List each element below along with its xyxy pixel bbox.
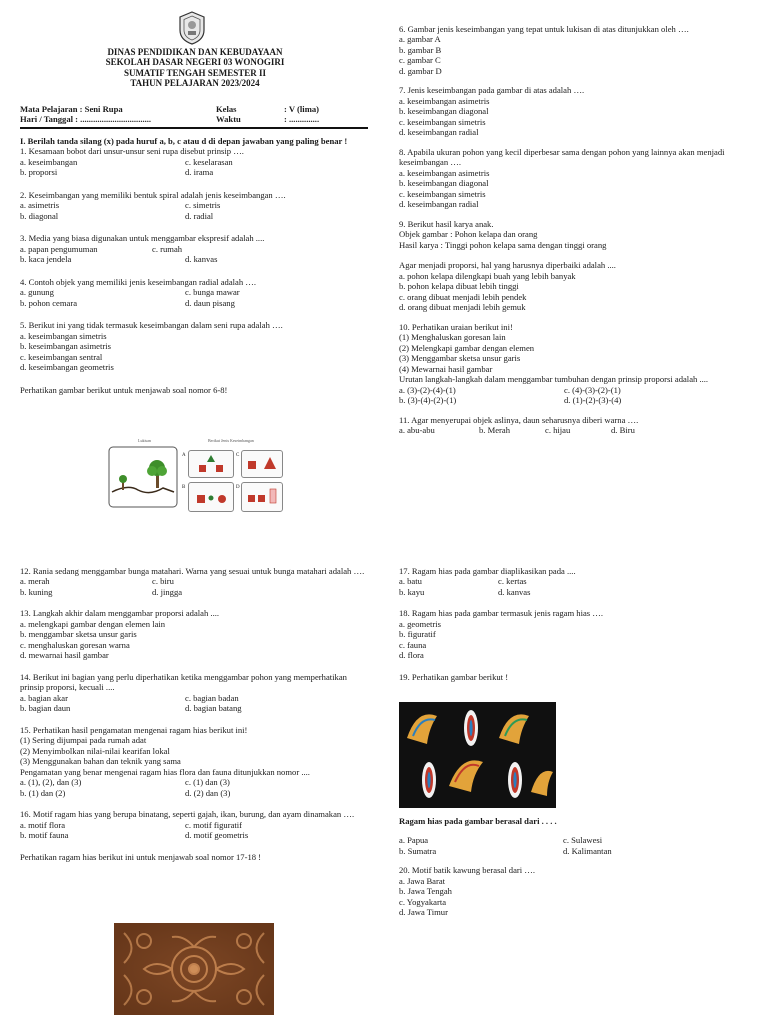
option-label-c: C (236, 453, 240, 458)
class-value: : V (lima) (284, 104, 320, 114)
balance-option-c (241, 450, 283, 478)
balance-option-d (241, 482, 283, 512)
time-label: Waktu (216, 114, 241, 125)
balance-figure (108, 436, 283, 516)
painting-two-trees (108, 446, 178, 508)
header-line3: SUMATIF TENGAH SEMESTER II (123, 67, 267, 78)
day-label: Hari / Tanggal (20, 114, 74, 125)
question-13: 13. Langkah akhir dalam menggambar proporsi adalah .... a. melengkapi gambar dengan elemen lain b. menggambar sketsa unsur garis c. menghaluskan goresan warna d. mewarnai hasil gambar (20, 608, 220, 661)
question-15: 15. Perhatikan hasil pengamatan mengenai ragam hias berikut ini! (1) Sering dijumpai pada rumah adat (2) Menyimbolkan nilai-nilai kearifan lokal (3) Menggunakan bahan dan teknik yang sama Pengamatan yang benar mengenai ragam hias flora dan fauna ditunjukkan nomor .... a. (1), (2), dan (3) c. (1) dan (3) b. (1) dan (2) d. (2) dan (3) (20, 724, 310, 798)
question-3: 3. Media yang biasa digunakan untuk menggambar ekspresif adalah .... a. papan pengumuman c. rumah b. kaca jendela d. kanvas (20, 233, 265, 265)
question-19-title: 19. Perhatikan gambar berikut ! (399, 671, 509, 682)
figure-right-title: Berikut Jenis Keseimbangan (208, 438, 254, 443)
question-20: 20. Motif batik kawung berasal dari …. a. Jawa Barat b. Jawa Tengah c. Yogyakarta d. Jawa Timur (399, 865, 536, 918)
question-4: 4. Contoh objek yang memiliki jenis keseimbangan radial adalah …. a. gunung c. bunga mawar b. pohon cemara d. daun pisang (20, 276, 257, 308)
question-1: 1. Kesamaan bobot dari unsur-unsur seni rupa disebut prinsip …. a. keseimbangan c. keselarasan b. proporsi d. irama (20, 146, 244, 178)
header-line1: DINAS PENDIDIKAN DAN KEBUDAYAAN (107, 47, 283, 57)
question-6: 6. Gambar jenis keseimbangan yang tepat untuk lukisan di atas ditunjukkan oleh …. a. gambar A b. gambar B c. gambar C d. gambar D (399, 24, 689, 76)
question-7: 7. Jenis keseimbangan pada gambar di atas adalah …. a. keseimbangan asimetris b. keseimbangan diagonal c. keseimbangan simetris d. keseimbangan radial (399, 85, 585, 138)
question-14: 14. Berikut ini bagian yang perlu diperhatikan ketika menggambar pohon yang memperhatikan prinsip proporsi, kecuali .... a. bagian akar c. bagian badan b. bagian daun d. bagian batang (20, 671, 347, 714)
info-block (20, 104, 368, 129)
question-16: 16. Motif ragam hias yang berupa binatang, seperti gajah, ikan, burung, dan ayam dinamakan …. a. motif flora c. motif figuratif b. motif fauna d. motif geometris (20, 809, 355, 841)
question-5: 5. Berikut ini yang tidak termasuk keseimbangan dalam seni rupa adalah …. a. keseimbangan simetris b. keseimbangan asimetris c. keseimbangan sentral d. keseimbangan geometris (20, 320, 283, 373)
header-line4: TAHUN PELAJARAN 2023/2024 (130, 78, 260, 89)
question-17: 17. Ragam hias pada gambar diaplikasikan pada .... a. batu c. kertas b. kayu d. kanvas (399, 566, 576, 597)
option-label-a: A (182, 453, 186, 458)
header-line2: SEKOLAH DASAR NEGERI 03 WONOGIRI (105, 57, 285, 68)
question-12: 12. Rania sedang menggambar bunga matahari. Warna yang sesuai untuk bunga matahari adalah …. a. merah c. biru b. kuning d. jingga (20, 566, 365, 597)
option-label-b: B (182, 485, 186, 490)
question-9: 9. Berikut hasil karya anak. Objek gambar : Pohon kelapa dan orang Hasil karya : Tinggi pohon kelapa sama dengan tinggi orang Agar menjadi proporsi, hal yang harusnya diperbaiki adalah .... a. pohon kelapa dilengkapi buah yang lebih banyak b. pohon kelapa dibuat lebih tinggi c. orang dibuat menjadi lebih pendek d. orang dibuat menjadi lebih gemuk (399, 218, 616, 313)
ornament-image (399, 702, 556, 808)
header-divider (20, 127, 368, 129)
instruction: I. Berilah tanda silang (x) pada huruf a, b, c atau d di depan jawaban yang paling benar ! (20, 136, 348, 146)
question-18: 18. Ragam hias pada gambar termasuk jenis ragam hias …. a. geometris b. figuratif c. fauna d. flora (399, 608, 604, 661)
figure-left-title: Lukisan (138, 438, 151, 443)
balance-option-a (188, 450, 234, 478)
school-emblem-icon (174, 10, 210, 46)
question-19-ask: Ragam hias pada gambar berasal dari . . . . (399, 816, 557, 826)
day-value: : ................................. (75, 114, 152, 125)
question-19-options: a. Papua c. Sulawesi b. Sumatra d. Kalimantan (399, 835, 612, 856)
class-label: Kelas (216, 104, 237, 114)
note-6-8: Perhatikan gambar berikut untuk menjawab soal nomor 6-8! (20, 384, 228, 395)
subject-label: Mata Pelajaran : Seni Rupa (20, 104, 123, 114)
time-value: : .............. (284, 114, 320, 125)
note-17-18: Perhatikan ragam hias berikut ini untuk menjawab soal nomor 17-18 ! (20, 851, 262, 862)
question-11: 11. Agar menyerupai objek aslinya, daun seharusnya diberi warna …. a. abu-abu b. Merah c. hijau d. Biru (399, 414, 639, 435)
option-label-d: D (236, 485, 240, 490)
wood-carving-image (114, 923, 274, 1015)
question-2: 2. Keseimbangan yang memiliki bentuk spiral adalah jenis keseimbangan …. a. asimetris c. simetris b. diagonal d. radial (20, 189, 286, 221)
balance-option-b (188, 482, 234, 512)
question-8: 8. Apabila ukuran pohon yang kecil diperbesar sama dengan pohon yang lainnya akan menjadi keseimbangan …. a. keseimbangan asimetris b. keseimbangan diagonal c. keseimbangan simetris d. keseimbangan radial (399, 146, 725, 210)
question-10: 10. Perhatikan uraian berikut ini! (1) Menghaluskan goresan lain (2) Melengkapi gambar dengan elemen (3) Menggambar sketsa unsur garis (4) Mewarnai hasil gambar Urutan langkah-langkah dalam menggambar tumbuhan dengan prinsip proporsi adalah .... a. (3)-(2)-(4)-(1) c. (4)-(3)-(2)-(1) b. (3)-(4)-(2)-(1) d. (1)-(2)-(3)-(4) (399, 321, 709, 406)
